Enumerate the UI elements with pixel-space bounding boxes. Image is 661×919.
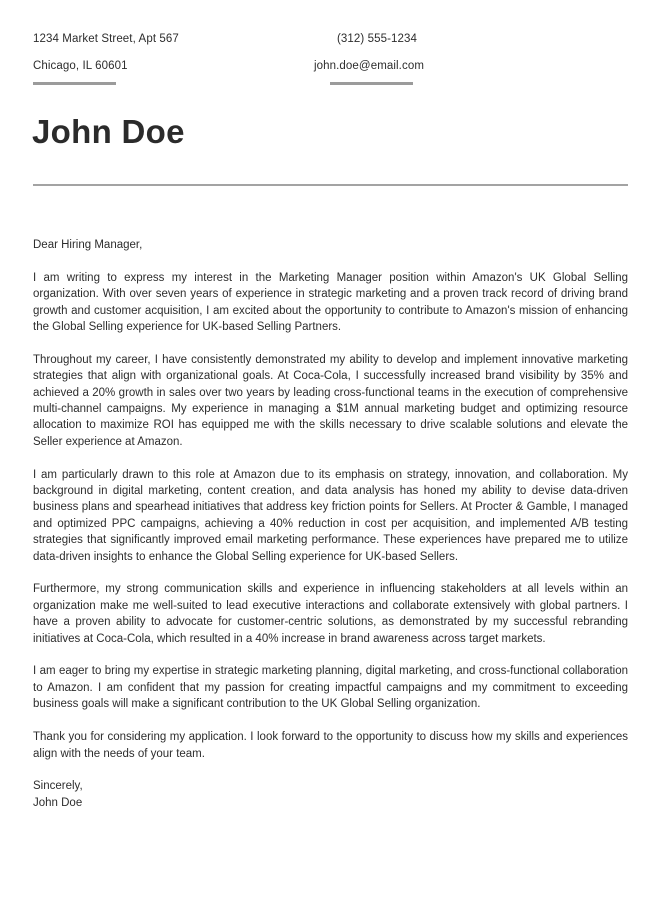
signature: John Doe — [33, 796, 83, 809]
salutation: Dear Hiring Manager, — [33, 239, 143, 251]
address-line-2: Chicago, IL 60601 — [33, 60, 128, 72]
paragraph-experience: Throughout my career, I have consistently demonstrated my ability to develop and implement innovative marketing strategies that align with organizational goals. At Coca-Cola, I successfully increased brand visibility by 35% and achieved a 20% growth in sales over two years by leading cross-functional teams in the execution of comprehensive multi-channel campaigns. My experience in managing a $1M annual marketing budget and optimizing resource allocation to maximize ROI has equipped me with the skills necessary to drive scalable solutions and elevate the Seller experience at Amazon. — [33, 353, 628, 448]
paragraph-skills: Furthermore, my strong communication skills and experience in influencing stakeholders at all levels within an organization make me well-suited to lead executive interactions and collaborate extensively with global partners. I have a proven ability to advocate for customer-centric solutions, as demonstrated by my successful rebranding initiatives at Coca-Cola, which resulted in a 40% increase in brand awareness across target markets. — [33, 583, 628, 645]
closing: Sincerely, — [33, 780, 83, 793]
contact-divider — [330, 82, 413, 85]
applicant-name: John Doe — [32, 113, 185, 150]
paragraph-intro: I am writing to express my interest in the Marketing Manager position within Amazon's UK Global Selling organization. With over seven years of experience in strategic marketing and a proven track record of driving brand growth and customer acquisition, I am excited about the opportunity to contribute to Amazon's mission of enhancing the Global Selling experience for UK-based Selling Partners. — [33, 271, 628, 334]
paragraph-motivation: I am particularly drawn to this role at Amazon due to its emphasis on strategy, innovation, and collaboration. My background in digital marketing, content creation, and data analysis has honed my ability to devise data-driven business plans and spearhead initiatives that address key friction points for Sellers. At Procter & Gamble, I managed and optimized PPC campaigns, achieving a 40% reduction in cost per acquisition, and implemented A/B testing strategies that significantly improved email marketing performance. These experiences have prepared me to utilize data-driven insights to enhance the Global Selling experience for UK-based Sellers. — [33, 468, 628, 563]
paragraph-eagerness: I am eager to bring my expertise in strategic marketing planning, digital marketing, and cross-functional collaboration to Amazon. I am confident that my passion for creating impactful campaigns and my commitment to exceeding business goals will make a significant contribution to the UK Global Selling organization. — [33, 665, 628, 711]
letter-body — [33, 237, 628, 811]
address-divider — [33, 82, 116, 85]
phone-number: (312) 555-1234 — [337, 33, 418, 45]
header-divider — [33, 184, 628, 186]
address-line-1: 1234 Market Street, Apt 567 — [33, 33, 179, 45]
email-address: john.doe@email.com — [314, 60, 424, 72]
paragraph-thanks: Thank you for considering my application. I look forward to the opportunity to discuss how my skills and experiences align with the needs of your team. — [33, 731, 628, 760]
